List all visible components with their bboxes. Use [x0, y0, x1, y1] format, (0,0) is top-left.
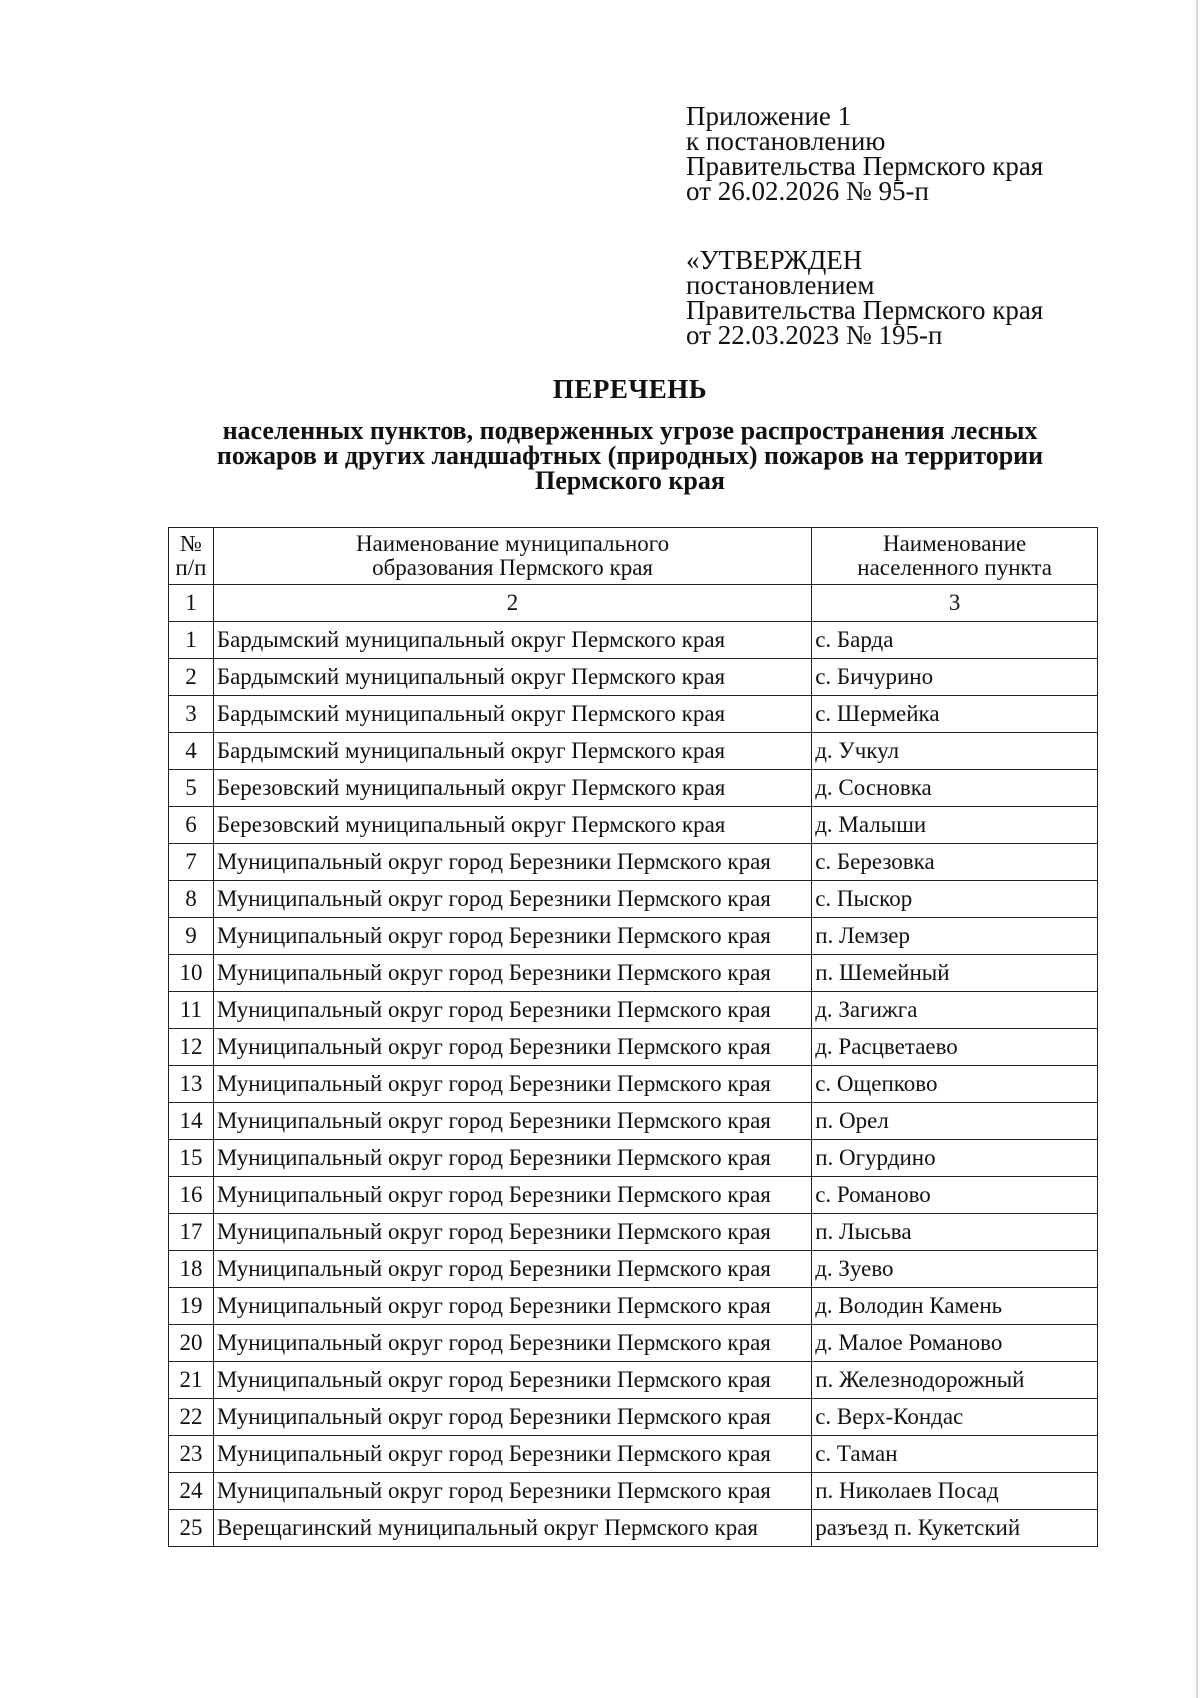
municipality-cell: Муниципальный округ город Березники Пермского края [213, 1214, 811, 1251]
municipality-cell: Муниципальный округ город Березники Пермского края [213, 1325, 811, 1362]
table-row [169, 1103, 1098, 1140]
appendix-line: от 26.02.2026 № 95-п [686, 176, 929, 206]
table-row [169, 955, 1098, 992]
row-number-cell: 18 [169, 1251, 214, 1288]
row-number-cell: 19 [169, 1288, 214, 1325]
subtitle-line: населенных пунктов, подверженных угрозе распространения лесных [222, 416, 1038, 445]
settlement-cell: д. Малое Романово [812, 1325, 1098, 1362]
column-index-row [169, 585, 1098, 622]
municipality-cell: Муниципальный округ город Березники Пермского края [213, 1399, 811, 1436]
settlement-cell: д. Сосновка [812, 770, 1098, 807]
row-number-cell: 10 [169, 955, 214, 992]
municipality-cell: Муниципальный округ город Березники Пермского края [213, 1029, 811, 1066]
municipality-cell: Муниципальный округ город Березники Пермского края [213, 918, 811, 955]
municipality-cell: Муниципальный округ город Березники Пермского края [213, 1066, 811, 1103]
row-number-cell: 14 [169, 1103, 214, 1140]
settlement-cell: с. Шермейка [812, 696, 1098, 733]
table-row [169, 1251, 1098, 1288]
settlement-cell: д. Загижга [812, 992, 1098, 1029]
scan-edge-line [1196, 0, 1198, 1698]
header-number-line: п/п [175, 555, 207, 580]
table-row [169, 807, 1098, 844]
municipality-cell: Березовский муниципальный округ Пермского края [213, 770, 811, 807]
table-row [169, 622, 1098, 659]
settlement-cell: разъезд п. Кукетский [812, 1510, 1098, 1547]
municipality-cell: Бардымский муниципальный округ Пермского края [213, 659, 811, 696]
municipality-cell: Муниципальный округ город Березники Пермского края [213, 1473, 811, 1510]
settlement-cell: с. Романово [812, 1177, 1098, 1214]
document-title: ПЕРЕЧЕНЬ [552, 374, 708, 404]
table-row [169, 1214, 1098, 1251]
table-row [169, 1066, 1098, 1103]
appendix-line: Правительства Пермского края [686, 151, 1044, 181]
approved-block [686, 245, 1156, 350]
settlement-cell: п. Железнодорожный [812, 1362, 1098, 1399]
appendix-line: к постановлению [686, 126, 886, 156]
header-settlement-line: населенного пункта [857, 555, 1052, 580]
row-number-cell: 17 [169, 1214, 214, 1251]
header-settlement [812, 528, 1098, 585]
header-number-line: № [179, 531, 202, 556]
municipality-cell: Муниципальный округ город Березники Пермского края [213, 1140, 811, 1177]
table-row [169, 1029, 1098, 1066]
header-municipality-line: Наименование муниципального [355, 531, 670, 556]
settlement-cell: с. Бичурино [812, 659, 1098, 696]
header-municipality-line: образования Пермского края [372, 555, 653, 580]
column-index-cell: 1 [169, 585, 214, 622]
row-number-cell: 16 [169, 1177, 214, 1214]
settlement-cell: с. Ощепково [812, 1066, 1098, 1103]
table-row [169, 1288, 1098, 1325]
table-row [169, 918, 1098, 955]
row-number-cell: 6 [169, 807, 214, 844]
settlement-cell: п. Лысьва [812, 1214, 1098, 1251]
table-body [169, 585, 1098, 1547]
municipality-cell: Муниципальный округ город Березники Пермского края [213, 1436, 811, 1473]
column-index-cell: 3 [812, 585, 1098, 622]
appendix-line: Приложение 1 [686, 101, 852, 131]
settlement-cell: д. Малыши [812, 807, 1098, 844]
table-row [169, 1510, 1098, 1547]
settlement-cell: д. Володин Камень [812, 1288, 1098, 1325]
municipality-cell: Верещагинский муниципальный округ Пермского края [213, 1510, 811, 1547]
settlement-cell: с. Барда [812, 622, 1098, 659]
row-number-cell: 21 [169, 1362, 214, 1399]
row-number-cell: 13 [169, 1066, 214, 1103]
row-number-cell: 5 [169, 770, 214, 807]
table-header-row [169, 528, 1098, 585]
row-number-cell: 20 [169, 1325, 214, 1362]
row-number-cell: 22 [169, 1399, 214, 1436]
row-number-cell: 2 [169, 659, 214, 696]
table-row [169, 1177, 1098, 1214]
municipality-cell: Бардымский муниципальный округ Пермского края [213, 733, 811, 770]
row-number-cell: 12 [169, 1029, 214, 1066]
table-row [169, 881, 1098, 918]
row-number-cell: 25 [169, 1510, 214, 1547]
table-row [169, 659, 1098, 696]
row-number-cell: 3 [169, 696, 214, 733]
table-row [169, 1325, 1098, 1362]
settlement-cell: д. Зуево [812, 1251, 1098, 1288]
table-row [169, 1473, 1098, 1510]
approved-line: от 22.03.2023 № 195-п [686, 320, 943, 350]
subtitle-line: пожаров и других ландшафтных (природных) пожаров на территории [216, 441, 1044, 470]
municipality-cell: Бардымский муниципальный округ Пермского края [213, 622, 811, 659]
header-settlement-line: Наименование [882, 531, 1027, 556]
settlement-cell: с. Таман [812, 1436, 1098, 1473]
approved-line: постановлением [686, 270, 875, 300]
settlement-cell: д. Учкул [812, 733, 1098, 770]
municipality-cell: Муниципальный округ город Березники Пермского края [213, 1251, 811, 1288]
settlement-cell: п. Орел [812, 1103, 1098, 1140]
municipality-cell: Муниципальный округ город Березники Пермского края [213, 844, 811, 881]
table-row [169, 770, 1098, 807]
settlement-cell: д. Расцветаево [812, 1029, 1098, 1066]
settlements-table [168, 527, 1098, 1547]
municipality-cell: Муниципальный округ город Березники Пермского края [213, 1177, 811, 1214]
municipality-cell: Муниципальный округ город Березники Пермского края [213, 992, 811, 1029]
row-number-cell: 9 [169, 918, 214, 955]
row-number-cell: 1 [169, 622, 214, 659]
settlement-cell: п. Шемейный [812, 955, 1098, 992]
settlement-cell: с. Верх-Кондас [812, 1399, 1098, 1436]
row-number-cell: 11 [169, 992, 214, 1029]
header-municipality [213, 528, 811, 585]
municipality-cell: Березовский муниципальный округ Пермского края [213, 807, 811, 844]
settlement-cell: с. Березовка [812, 844, 1098, 881]
municipality-cell: Бардымский муниципальный округ Пермского края [213, 696, 811, 733]
table-row [169, 1399, 1098, 1436]
row-number-cell: 8 [169, 881, 214, 918]
table-row [169, 1436, 1098, 1473]
document-subtitle [160, 418, 1100, 493]
municipality-cell: Муниципальный округ город Березники Пермского края [213, 1362, 811, 1399]
municipality-cell: Муниципальный округ город Березники Пермского края [213, 881, 811, 918]
appendix-block [686, 101, 1156, 206]
approved-line: Правительства Пермского края [686, 295, 1044, 325]
column-index-cell: 2 [213, 585, 811, 622]
table-row [169, 1362, 1098, 1399]
header-number [169, 528, 214, 585]
table-row [169, 844, 1098, 881]
settlement-cell: п. Лемзер [812, 918, 1098, 955]
municipality-cell: Муниципальный округ город Березники Пермского края [213, 955, 811, 992]
row-number-cell: 7 [169, 844, 214, 881]
row-number-cell: 23 [169, 1436, 214, 1473]
table-row [169, 1140, 1098, 1177]
row-number-cell: 15 [169, 1140, 214, 1177]
settlement-cell: с. Пыскор [812, 881, 1098, 918]
table-row [169, 992, 1098, 1029]
municipality-cell: Муниципальный округ город Березники Пермского края [213, 1288, 811, 1325]
row-number-cell: 4 [169, 733, 214, 770]
table-row [169, 733, 1098, 770]
approved-line: «УТВЕРЖДЕН [686, 245, 863, 275]
table-row [169, 696, 1098, 733]
row-number-cell: 24 [169, 1473, 214, 1510]
municipality-cell: Муниципальный округ город Березники Пермского края [213, 1103, 811, 1140]
subtitle-line: Пермского края [535, 466, 725, 495]
settlement-cell: п. Николаев Посад [812, 1473, 1098, 1510]
settlement-cell: п. Огурдино [812, 1140, 1098, 1177]
